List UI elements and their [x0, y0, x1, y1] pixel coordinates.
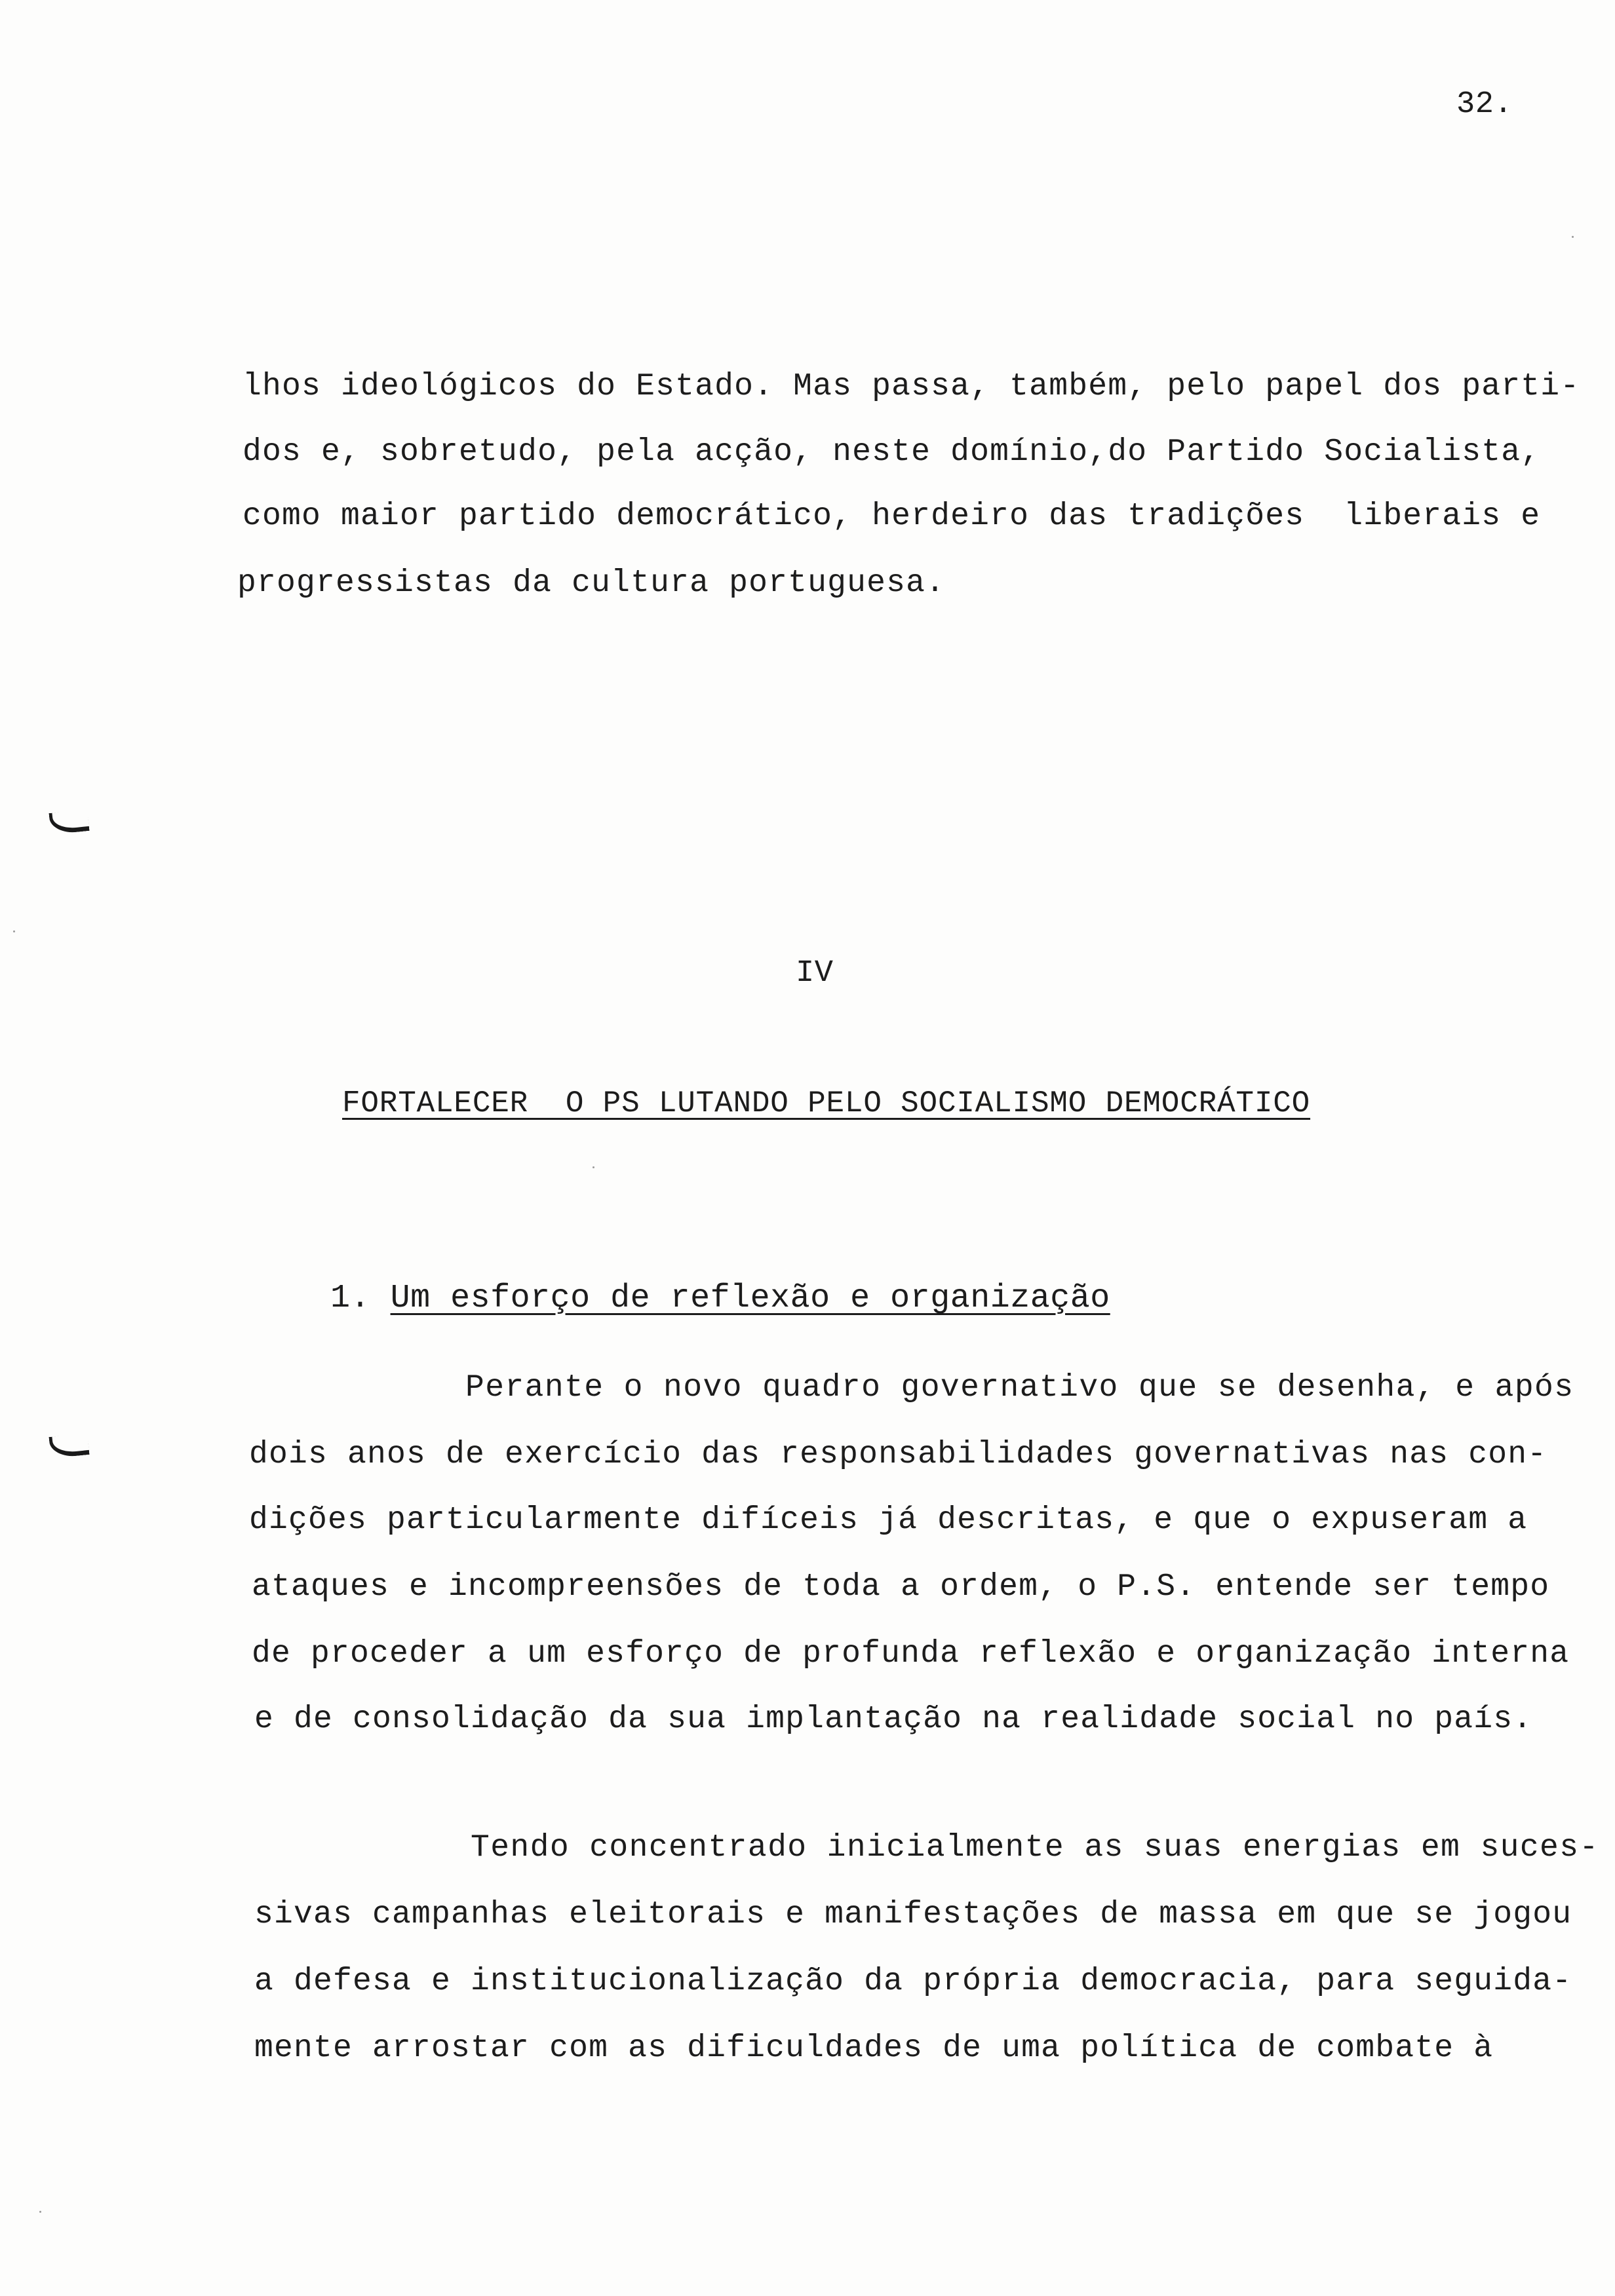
subsection-heading	[250, 1240, 1110, 1358]
text-line: dições particularmente difíceis já descritas, e que o expuseram a	[249, 1502, 1528, 1538]
text-line: de proceder a um esforço de profunda reflexão e organização interna	[252, 1636, 1570, 1672]
page-number: 32.	[1456, 87, 1513, 122]
text-line: dois anos de exercício das responsabilidades governativas nas con-	[249, 1437, 1547, 1472]
text-line: lhos ideológicos do Estado. Mas passa, também, pelo papel dos parti-	[243, 369, 1580, 404]
scan-speck	[1572, 236, 1574, 238]
text-line: Perante o novo quadro governativo que se desenha, e após	[465, 1370, 1574, 1406]
text-line: Tendo concentrado inicialmente as suas energias em suces-	[471, 1830, 1599, 1866]
text-line: a defesa e institucionalização da própria democracia, para seguida-	[254, 1964, 1572, 1999]
text-line: sivas campanhas eleitorais e manifestações de massa em que se jogou	[254, 1897, 1572, 1932]
scan-speck	[39, 2211, 41, 2213]
text-line: dos e, sobretudo, pela acção, neste domínio,do Partido Socialista,	[243, 434, 1541, 470]
text-line: mente arrostar com as dificuldades de uma política de combate à	[254, 2031, 1494, 2066]
subsection-number: 1.	[330, 1280, 371, 1317]
text-line: progressistas da cultura portuguesa.	[237, 565, 946, 601]
binding-hole-mark	[49, 809, 89, 835]
subsection-title: Um esforço de reflexão e organização	[390, 1280, 1110, 1317]
section-numeral: IV	[796, 956, 834, 991]
text-line: como maior partido democrático, herdeiro das tradições liberais e	[243, 499, 1541, 534]
section-title: FORTALECER O PS LUTANDO PELO SOCIALISMO DEMOCRÁTICO	[342, 1086, 1311, 1120]
binding-hole-mark	[49, 1433, 89, 1459]
scan-speck	[593, 1166, 594, 1168]
text-line: e de consolidação da sua implantação na realidade social no país.	[254, 1702, 1533, 1737]
scan-speck	[13, 930, 15, 932]
text-line: ataques e incompreensões de toda a ordem, o P.S. entende ser tempo	[252, 1569, 1550, 1605]
